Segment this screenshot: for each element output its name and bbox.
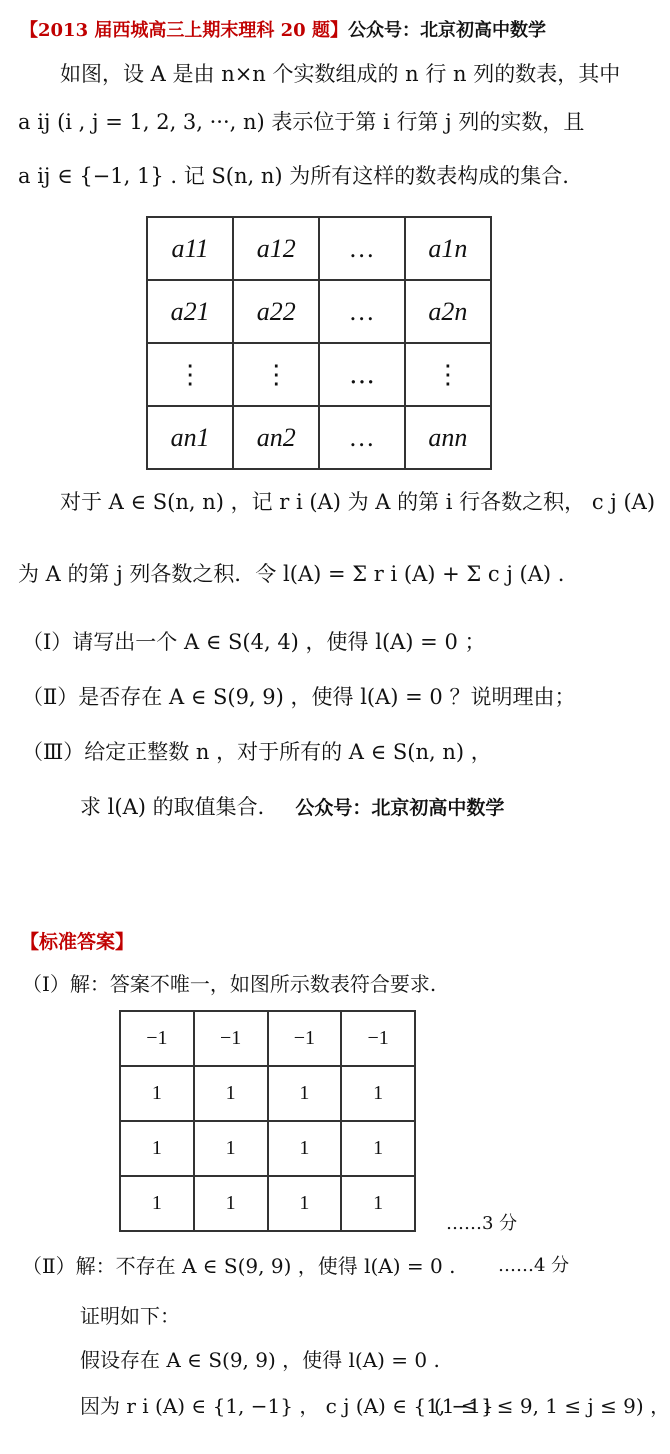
intro-line-1: 如图，设 A 是由 n×n 个实数组成的 n 行 n 列的数表，其中 <box>60 62 621 86</box>
question-3-account: 公众号：北京初高中数学 <box>295 797 505 819</box>
matrix-cell: a22 <box>233 280 319 343</box>
definition-line-1: 对于 A ∈ S(n, n) ，记 r i (A) 为 A 的第 i 行各数之积， c j (A) <box>60 490 656 514</box>
matrix-cell: … <box>319 217 405 280</box>
proof-assumption: 假设存在 A ∈ S(9, 9) ，使得 l(A) = 0 . <box>80 1348 440 1372</box>
header <box>20 16 546 42</box>
score-2: ……4 分 <box>498 1255 570 1276</box>
answer-cell: 1 <box>120 1121 194 1176</box>
proof-range: (1 ≤ i ≤ 9, 1 ≤ j ≤ 9) ， <box>434 1394 670 1418</box>
answer-cell: −1 <box>194 1011 268 1066</box>
matrix-cell: ⋮ <box>147 343 233 406</box>
matrix-cell: ⋮ <box>233 343 319 406</box>
matrix-cell: ⋮ <box>405 343 491 406</box>
matrix-cell: … <box>319 343 405 406</box>
matrix-cell: ann <box>405 406 491 469</box>
answer-1: （Ⅰ）解：答案不唯一，如图所示数表符合要求. <box>22 972 437 996</box>
matrix-cell: a2n <box>405 280 491 343</box>
matrix-cell: … <box>319 406 405 469</box>
answer-cell: 1 <box>341 1121 415 1176</box>
answer-cell: −1 <box>341 1011 415 1066</box>
answer-heading: 【标准答案】 <box>20 931 135 953</box>
answer-cell: 1 <box>341 1066 415 1121</box>
answer-cell: −1 <box>268 1011 342 1066</box>
answer-row <box>120 1176 415 1231</box>
intro-line-2: a ij (i , j = 1, 2, 3, ···, n) 表示位于第 i 行第 j 列的实数，且 <box>18 110 585 134</box>
answer-cell: 1 <box>268 1176 342 1231</box>
matrix-cell: … <box>319 280 405 343</box>
answer-row <box>120 1066 415 1121</box>
question-3-text: 求 l(A) 的取值集合． <box>80 795 279 819</box>
header-title: 【2013 届西城高三上期末理科 20 题】 <box>20 20 348 41</box>
question-3-line-1: （Ⅲ）给定正整数 n ，对于所有的 A ∈ S(n, n) ， <box>22 740 492 764</box>
matrix-row <box>147 343 491 406</box>
proof-because: 因为 r i (A) ∈ {1, −1} ， c j (A) ∈ {1, −1} <box>80 1394 494 1418</box>
score-1: ……3 分 <box>446 1213 518 1234</box>
answer-cell: 1 <box>268 1121 342 1176</box>
matrix-cell: a11 <box>147 217 233 280</box>
matrix-row <box>147 406 491 469</box>
question-1: （Ⅰ）请写出一个 A ∈ S(4, 4) ，使得 l(A) = 0 ； <box>22 630 486 654</box>
intro-line-3: a ij ∈ {−1, 1} . 记 S(n, n) 为所有这样的数表构成的集合. <box>18 164 569 188</box>
answer-cell: 1 <box>194 1176 268 1231</box>
answer-cell: 1 <box>120 1176 194 1231</box>
header-account: 公众号：北京初高中数学 <box>347 20 546 41</box>
answer-cell: −1 <box>120 1011 194 1066</box>
answer-table <box>119 1010 416 1232</box>
answer-cell: 1 <box>341 1176 415 1231</box>
definition-line-2: 为 A 的第 j 列各数之积．令 l(A) = Σ r i (A) + Σ c j (A) . <box>18 562 565 586</box>
question-2: （Ⅱ）是否存在 A ∈ S(9, 9) ，使得 l(A) = 0 ？说明理由； <box>22 685 576 709</box>
answer-row <box>120 1011 415 1066</box>
answer-row <box>120 1121 415 1176</box>
matrix-table <box>146 216 492 470</box>
answer-2: （Ⅱ）解：不存在 A ∈ S(9, 9) ，使得 l(A) = 0 . <box>22 1254 456 1278</box>
matrix-cell: a12 <box>233 217 319 280</box>
answer-cell: 1 <box>194 1121 268 1176</box>
matrix-cell: an1 <box>147 406 233 469</box>
matrix-cell: an2 <box>233 406 319 469</box>
matrix-cell: a1n <box>405 217 491 280</box>
proof-intro: 证明如下： <box>80 1304 180 1328</box>
matrix-row <box>147 280 491 343</box>
answer-cell: 1 <box>120 1066 194 1121</box>
question-3-line-2 <box>80 793 504 822</box>
answer-cell: 1 <box>194 1066 268 1121</box>
answer-cell: 1 <box>268 1066 342 1121</box>
matrix-cell: a21 <box>147 280 233 343</box>
matrix-row <box>147 217 491 280</box>
